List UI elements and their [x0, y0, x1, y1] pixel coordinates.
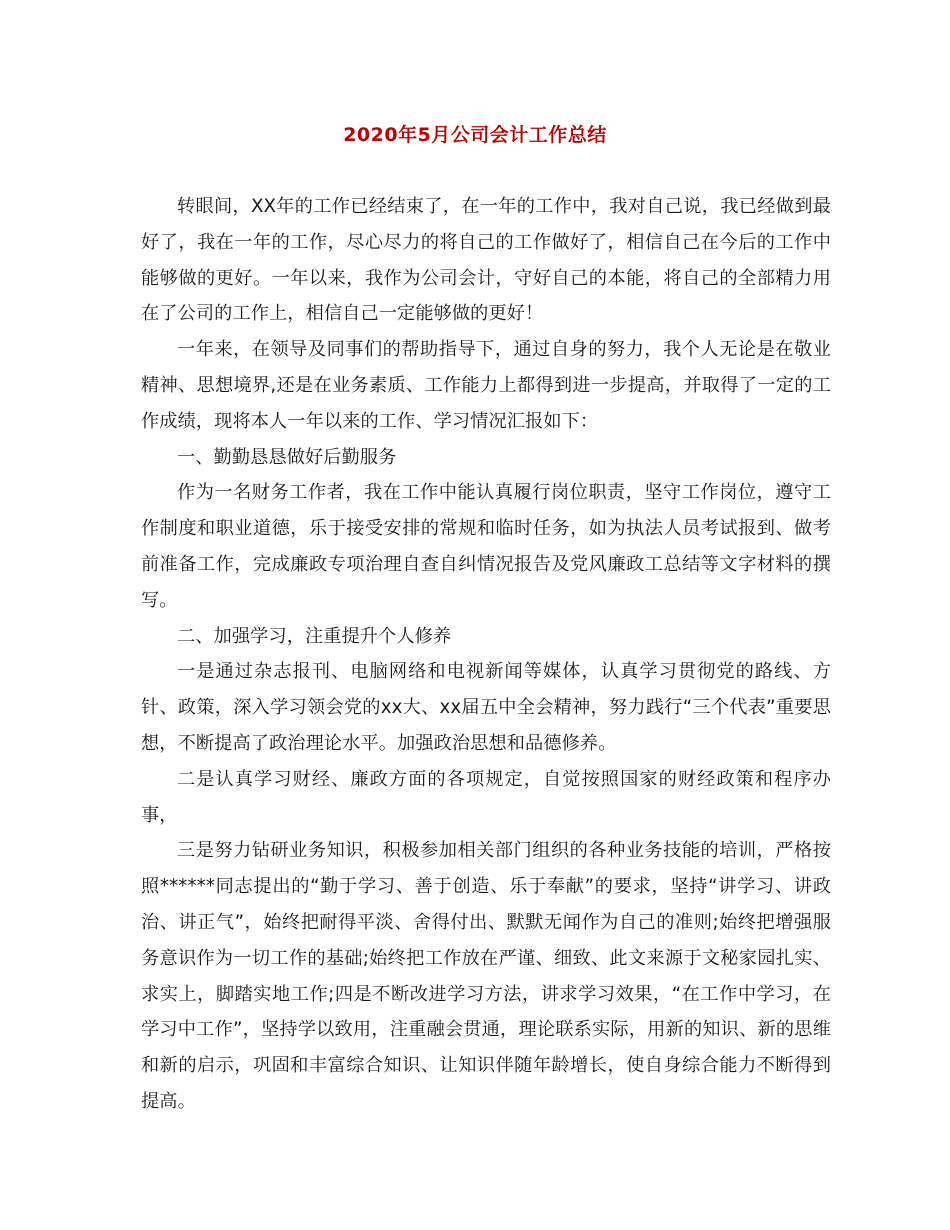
- section-heading-2: 二、加强学习，注重提升个人修养: [177, 625, 452, 647]
- paragraph-point-1: 一是通过杂志报刊、电脑网络和电视新闻等媒体，认真学习贯彻党的路线、方针、政策，深入学习领会党的xx大、xx届五中全会精神，努力践行“三个代表”重要思想，不断提高了政治理论水平。加强政治思想和品德修养。: [141, 661, 831, 754]
- document-body: [141, 189, 831, 1120]
- paragraph-point-2: 二是认真学习财经、廉政方面的各项规定，自觉按照国家的财经政策和程序办事，: [141, 768, 831, 826]
- document-title: 2020年5月公司会计工作总结: [343, 124, 607, 146]
- paragraph-section-1: 作为一名财务工作者，我在工作中能认真履行岗位职责，坚守工作岗位，遵守工作制度和职业道德，乐于接受安排的常规和临时任务，如为执法人员考试报到、做考前准备工作，完成廉政专项治理自查自纠情况报告及党风廉政工总结等文字材料的撰写。: [141, 482, 831, 611]
- paragraph-overview: 一年来，在领导及同事们的帮助指导下，通过自身的努力，我个人无论是在敬业精神、思想境界,还是在业务素质、工作能力上都得到进一步提高，并取得了一定的工作成绩，现将本人一年以来的工作、学习情况汇报如下：: [141, 339, 831, 432]
- paragraph-point-3: 三是努力钻研业务知识，积极参加相关部门组织的各种业务技能的培训，严格按照******同志提出的“勤于学习、善于创造、乐于奉献”的要求，坚持“讲学习、讲政治、讲正气”，始终把耐得平淡、舍得付出、默默无闻作为自己的准则;始终把增强服务意识作为一切工作的基础;始终把工作放在严谨、细致、此文来源于文秘家园扎实、求实上，脚踏实地工作;四是不断改进学习方法，讲求学习效果，“在工作中学习，在学习中工作”，坚持学以致用，注重融会贯通，理论联系实际，用新的知识、新的思维和新的启示，巩固和丰富综合知识、让知识伴随年龄增长，使自身综合能力不断得到提高。: [141, 840, 831, 1112]
- section-heading-1: 一、勤勤恳恳做好后勤服务: [177, 446, 397, 468]
- paragraph-intro: 转眼间，XX年的工作已经结束了，在一年的工作中，我对自己说，我已经做到最好了，我在一年的工作，尽心尽力的将自己的工作做好了，相信自己在今后的工作中能够做的更好。一年以来，我作为公司会计，守好自己的本能，将自己的全部精力用在了公司的工作上，相信自己一定能够做的更好！: [141, 196, 831, 325]
